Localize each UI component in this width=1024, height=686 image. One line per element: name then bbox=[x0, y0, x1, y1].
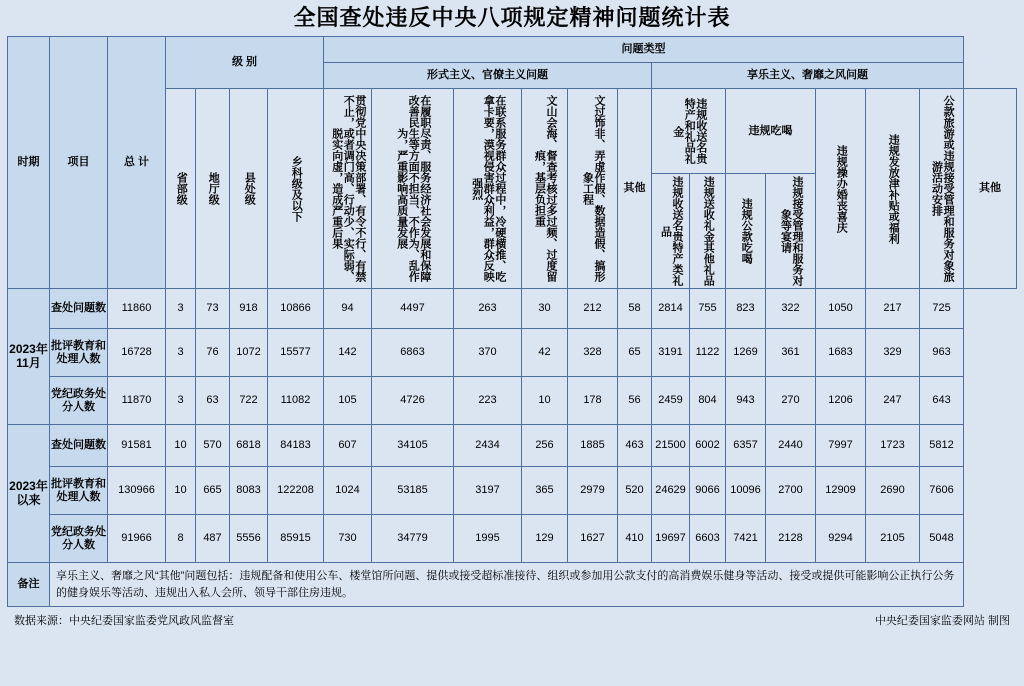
cell: 263 bbox=[454, 289, 522, 329]
cell: 73 bbox=[196, 289, 230, 329]
cell: 76 bbox=[196, 329, 230, 377]
cell: 2700 bbox=[766, 467, 816, 515]
cell: 3 bbox=[166, 289, 196, 329]
cell: 2434 bbox=[454, 425, 522, 467]
cell: 10866 bbox=[268, 289, 324, 329]
cell: 105 bbox=[324, 377, 372, 425]
row-item: 批评教育和处理人数 bbox=[50, 467, 108, 515]
header-gift-sub-1: 违规收送名贵特产类礼品 bbox=[652, 174, 690, 289]
header-type-group: 问题类型 bbox=[324, 37, 964, 63]
cell: 804 bbox=[690, 377, 726, 425]
header-hedonism-wedding: 违规操办婚丧喜庆 bbox=[816, 89, 866, 289]
header-gift-sub-2: 违规送收礼金其他礼品 bbox=[690, 174, 726, 289]
cell: 5812 bbox=[920, 425, 964, 467]
cell: 5556 bbox=[230, 515, 268, 563]
cell: 9294 bbox=[816, 515, 866, 563]
cell: 329 bbox=[866, 329, 920, 377]
table-row bbox=[8, 289, 1017, 329]
header-period: 时期 bbox=[8, 37, 50, 289]
cell: 34779 bbox=[372, 515, 454, 563]
cell: 6818 bbox=[230, 425, 268, 467]
cell: 730 bbox=[324, 515, 372, 563]
header-level-xiangke: 乡科级及以下 bbox=[268, 89, 324, 289]
header-hedonism-travel: 公款旅游或违规接受管理和服务对象旅游活动安排 bbox=[920, 89, 964, 289]
cell: 10 bbox=[522, 377, 568, 425]
cell: 665 bbox=[196, 467, 230, 515]
cell: 410 bbox=[618, 515, 652, 563]
cell: 607 bbox=[324, 425, 372, 467]
row-item: 党纪政务处分人数 bbox=[50, 515, 108, 563]
header-eat-sub-1: 违规公款吃喝 bbox=[726, 174, 766, 289]
cell: 722 bbox=[230, 377, 268, 425]
cell: 1683 bbox=[816, 329, 866, 377]
cell: 2459 bbox=[652, 377, 690, 425]
cell: 94 bbox=[324, 289, 372, 329]
cell: 129 bbox=[522, 515, 568, 563]
cell: 4726 bbox=[372, 377, 454, 425]
header-hedonism-other: 其他 bbox=[964, 89, 1017, 289]
header-item: 项目 bbox=[50, 37, 108, 289]
table-row bbox=[8, 425, 1017, 467]
cell: 1206 bbox=[816, 377, 866, 425]
cell: 361 bbox=[766, 329, 816, 377]
cell: 520 bbox=[618, 467, 652, 515]
table-row bbox=[8, 329, 1017, 377]
cell: 142 bbox=[324, 329, 372, 377]
cell: 58 bbox=[618, 289, 652, 329]
cell: 3 bbox=[166, 377, 196, 425]
cell: 53185 bbox=[372, 467, 454, 515]
cell: 212 bbox=[568, 289, 618, 329]
cell: 15577 bbox=[268, 329, 324, 377]
cell: 11082 bbox=[268, 377, 324, 425]
cell: 2128 bbox=[766, 515, 816, 563]
cell: 463 bbox=[618, 425, 652, 467]
cell: 3191 bbox=[652, 329, 690, 377]
cell: 24629 bbox=[652, 467, 690, 515]
cell: 256 bbox=[522, 425, 568, 467]
cell: 6002 bbox=[690, 425, 726, 467]
row-item: 查处问题数 bbox=[50, 425, 108, 467]
note-label: 备注 bbox=[8, 563, 50, 607]
row-period: 2023年以来 bbox=[8, 425, 50, 563]
cell: 34105 bbox=[372, 425, 454, 467]
header-row-1 bbox=[8, 37, 1017, 63]
cell: 10 bbox=[166, 467, 196, 515]
cell: 19697 bbox=[652, 515, 690, 563]
row-total: 130966 bbox=[108, 467, 166, 515]
cell: 963 bbox=[920, 329, 964, 377]
header-hedonism-eat: 违规吃喝 bbox=[726, 89, 816, 174]
table-row bbox=[8, 467, 1017, 515]
cell: 1723 bbox=[866, 425, 920, 467]
cell: 178 bbox=[568, 377, 618, 425]
cell: 755 bbox=[690, 289, 726, 329]
header-total: 总 计 bbox=[108, 37, 166, 289]
header-formalism-1: 贯彻党中央决策部署、有令不行、有禁不止，或者调门高、行动少、实际弱、脱实向虚，造成严重后果 bbox=[324, 89, 372, 289]
header-hedonism-allowance: 违规发放津补贴或福利 bbox=[866, 89, 920, 289]
header-formalism-3: 在联系服务群众过程中，冷硬横推、吃拿卡要，漠视侵害群众利益，群众反映强烈 bbox=[454, 89, 522, 289]
cell: 7606 bbox=[920, 467, 964, 515]
statistics-table bbox=[7, 36, 1017, 607]
cell: 217 bbox=[866, 289, 920, 329]
cell: 918 bbox=[230, 289, 268, 329]
header-level-xianchu: 县处级 bbox=[230, 89, 268, 289]
cell: 1050 bbox=[816, 289, 866, 329]
cell: 3 bbox=[166, 329, 196, 377]
cell: 9066 bbox=[690, 467, 726, 515]
row-total: 11870 bbox=[108, 377, 166, 425]
cell: 21500 bbox=[652, 425, 690, 467]
header-formalism-other: 其他 bbox=[618, 89, 652, 289]
header-formalism-5: 文过饰非、弄虚作假、数据造假、搞形象工程 bbox=[568, 89, 618, 289]
header-hedonism-group: 享乐主义、奢靡之风问题 bbox=[652, 63, 964, 89]
cell: 3197 bbox=[454, 467, 522, 515]
cell: 328 bbox=[568, 329, 618, 377]
cell: 2814 bbox=[652, 289, 690, 329]
cell: 8083 bbox=[230, 467, 268, 515]
cell: 4497 bbox=[372, 289, 454, 329]
cell: 322 bbox=[766, 289, 816, 329]
cell: 943 bbox=[726, 377, 766, 425]
cell: 5048 bbox=[920, 515, 964, 563]
cell: 2979 bbox=[568, 467, 618, 515]
cell: 30 bbox=[522, 289, 568, 329]
cell: 63 bbox=[196, 377, 230, 425]
header-eat-sub-2: 违规接受管理和服务对象等宴请 bbox=[766, 174, 816, 289]
row-total: 91966 bbox=[108, 515, 166, 563]
cell: 1122 bbox=[690, 329, 726, 377]
cell: 270 bbox=[766, 377, 816, 425]
note-text: 享乐主义、奢靡之风“其他”问题包括：违规配备和使用公车、楼堂馆所问题、提供或接受超标准接待、组织或参加用公款支付的高消费娱乐健身等活动、接受或提供可能影响公正执行公务的健身娱乐等活动、违规出入私人会所、领导干部住房违规。 bbox=[50, 563, 964, 607]
cell: 10 bbox=[166, 425, 196, 467]
header-hedonism-gift: 违规收送名贵特产和礼品礼金 bbox=[652, 89, 726, 174]
header-formalism-4: 文山会海、督查考核过多过频、过度留痕，基层负担重 bbox=[522, 89, 568, 289]
cell: 1024 bbox=[324, 467, 372, 515]
cell: 56 bbox=[618, 377, 652, 425]
row-total: 91581 bbox=[108, 425, 166, 467]
footer-credit: 中央纪委国家监委网站 制图 bbox=[874, 615, 1010, 627]
cell: 247 bbox=[866, 377, 920, 425]
header-level-sheng: 省部级 bbox=[166, 89, 196, 289]
header-level-diting: 地厅级 bbox=[196, 89, 230, 289]
note-row bbox=[8, 563, 1017, 607]
cell: 223 bbox=[454, 377, 522, 425]
cell: 1072 bbox=[230, 329, 268, 377]
cell: 6603 bbox=[690, 515, 726, 563]
cell: 8 bbox=[166, 515, 196, 563]
row-item: 批评教育和处理人数 bbox=[50, 329, 108, 377]
cell: 2440 bbox=[766, 425, 816, 467]
row-total: 11860 bbox=[108, 289, 166, 329]
row-item: 查处问题数 bbox=[50, 289, 108, 329]
cell: 12909 bbox=[816, 467, 866, 515]
cell: 84183 bbox=[268, 425, 324, 467]
cell: 2690 bbox=[866, 467, 920, 515]
row-item: 党纪政务处分人数 bbox=[50, 377, 108, 425]
table-row bbox=[8, 515, 1017, 563]
page-title: 全国查处违反中央八项规定精神问题统计表 bbox=[0, 0, 1024, 36]
header-formalism-2: 在履职尽责、服务经济社会发展和保障改善民生等方面不担当、不作为、乱作为，严重影响高质量发展 bbox=[372, 89, 454, 289]
cell: 1995 bbox=[454, 515, 522, 563]
row-total: 16728 bbox=[108, 329, 166, 377]
cell: 7421 bbox=[726, 515, 766, 563]
cell: 65 bbox=[618, 329, 652, 377]
table-row bbox=[8, 377, 1017, 425]
cell: 6863 bbox=[372, 329, 454, 377]
cell: 1885 bbox=[568, 425, 618, 467]
cell: 365 bbox=[522, 467, 568, 515]
footer bbox=[0, 607, 1024, 628]
row-period: 2023年11月 bbox=[8, 289, 50, 425]
cell: 370 bbox=[454, 329, 522, 377]
header-formalism-group: 形式主义、官僚主义问题 bbox=[324, 63, 652, 89]
cell: 725 bbox=[920, 289, 964, 329]
cell: 6357 bbox=[726, 425, 766, 467]
cell: 1269 bbox=[726, 329, 766, 377]
cell: 487 bbox=[196, 515, 230, 563]
cell: 7997 bbox=[816, 425, 866, 467]
cell: 42 bbox=[522, 329, 568, 377]
cell: 10096 bbox=[726, 467, 766, 515]
cell: 122208 bbox=[268, 467, 324, 515]
cell: 85915 bbox=[268, 515, 324, 563]
footer-source: 数据来源：中央纪委国家监委党风政风监督室 bbox=[14, 615, 234, 627]
cell: 570 bbox=[196, 425, 230, 467]
header-level-group: 级 别 bbox=[166, 37, 324, 89]
cell: 823 bbox=[726, 289, 766, 329]
cell: 643 bbox=[920, 377, 964, 425]
cell: 1627 bbox=[568, 515, 618, 563]
cell: 2105 bbox=[866, 515, 920, 563]
